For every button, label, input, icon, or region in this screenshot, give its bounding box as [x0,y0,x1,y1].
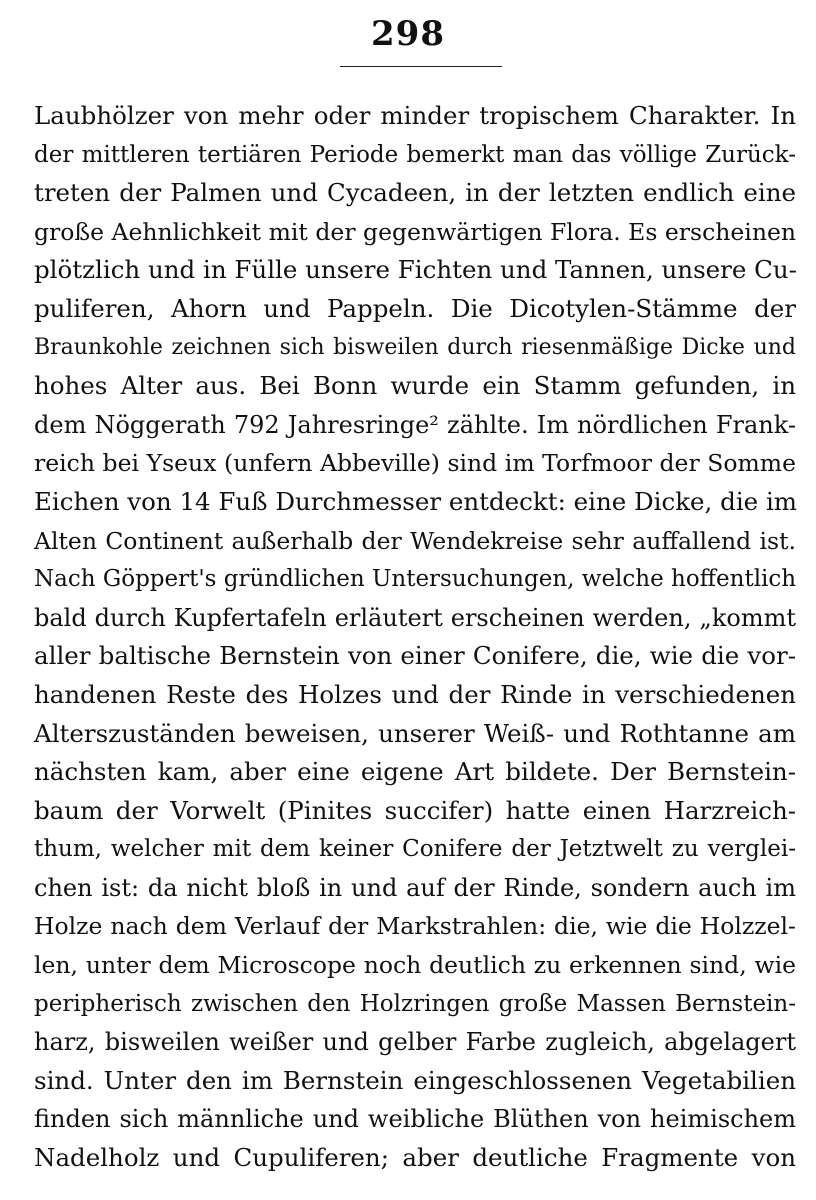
text-line: dem Nöggerath 792 Jahresringe² zählte. Im nördlichen Frank- [34,410,796,439]
text-line: nächsten kam, aber eine eigene Art bildete. Der Bernstein- [34,757,796,787]
text-line: Braunkohle zeichnen sich bisweilen durch riesenmäßige Dicke und [34,334,796,360]
text-line: thum, welcher mit dem keiner Conifere der Jetztwelt zu verglei- [34,836,796,863]
text-line: peripherisch zwischen den Holzringen große Massen Bernstein- [34,990,796,1017]
header-rule [340,66,502,67]
text-line: Nadelholz und Cupuliferen; aber deutliche Fragmente von [34,1143,796,1173]
text-line: Alterszuständen beweisen, unserer Weiß- und Rothtanne am [34,718,796,748]
text-line: harz, bisweilen weißer und gelber Farbe zugleich, abgelagert [34,1028,796,1057]
text-line: Holze nach dem Verlauf der Markstrahlen: die, wie die Holzzel- [34,912,796,941]
text-line: chen ist: da nicht bloß in und auf der Rinde, sondern auch im [34,873,796,902]
text-line: sind. Unter den im Bernstein eingeschlossenen Vegetabilien [34,1065,796,1095]
text-line: Alten Continent außerhalb der Wendekreise sehr auffallend ist. [34,526,796,555]
text-line: baum der Vorwelt (Pinites succifer) hatte einen Harzreich- [34,795,796,825]
text-line: Nach Göppert's gründlichen Untersuchungen, welche hoffentlich [34,566,797,593]
text-line: treten der Palmen und Cycadeen, in der letzten endlich eine [34,178,796,208]
text-line: reich bei Yseux (unfern Abbeville) sind im Torfmoor der Somme [34,449,796,478]
page-number: 298 [371,14,445,54]
text-line: hohes Alter aus. Bei Bonn wurde ein Stamm gefunden, in [34,371,796,401]
text-line: Eichen von 14 Fuß Durchmesser entdeckt: eine Dicke, die im [34,486,798,516]
text-line: plötzlich und in Fülle unsere Fichten und Tannen, unsere Cu- [34,255,797,285]
text-line: finden sich männliche und weibliche Blüthen von heimischem [34,1105,796,1134]
text-line: aller baltische Bernstein von einer Conifere, die, wie die vor- [34,641,796,671]
text-line: Laubhölzer von mehr oder minder tropischem Charakter. In [34,101,796,130]
text-line: len, unter dem Microscope noch deutlich zu erkennen sind, wie [34,951,796,980]
text-line: bald durch Kupfertafeln erläutert erscheinen werden, „kommt [34,603,796,632]
text-line: puliferen, Ahorn und Pappeln. Die Dicotylen-Stämme der [34,293,796,323]
body-text [34,97,796,1178]
text-line: der mittleren tertiären Periode bemerkt man das völlige Zurück- [34,141,796,168]
text-line: große Aehnlichkeit mit der gegenwärtigen Flora. Es erscheinen [34,217,796,246]
text-line: handenen Reste des Holzes und der Rinde in verschiedenen [34,679,796,709]
